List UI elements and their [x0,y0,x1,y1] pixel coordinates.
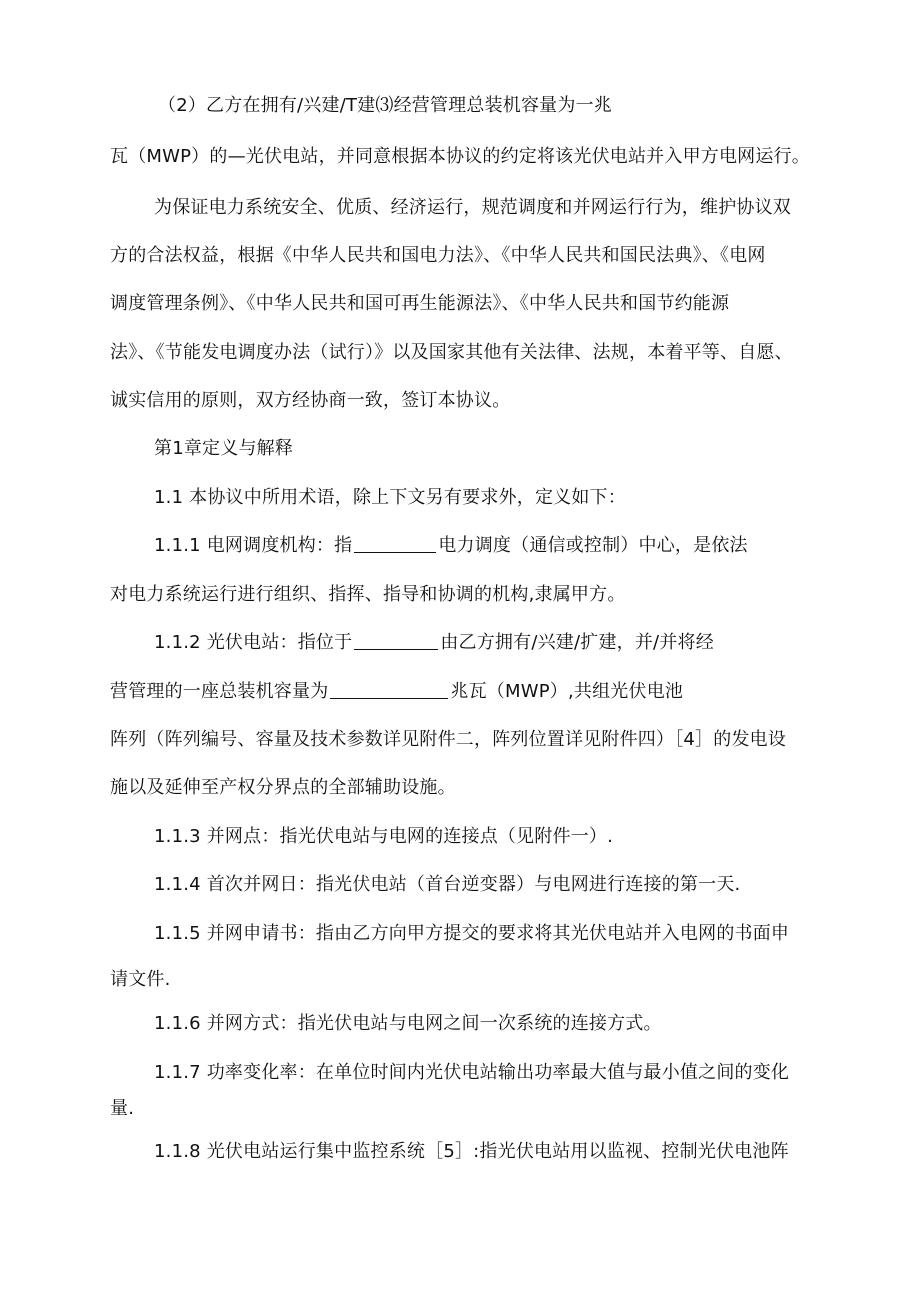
clause-1-1-5: 1.1.5 并网申请书：指由乙方向甲方提交的要求将其光伏电站并入电网的书面申 [154,923,790,944]
clause-1-1: 1.1 本协议中所用术语，除上下文另有要求外，定义如下： [154,487,626,508]
clause-1-1-2-line-2-end: 兆瓦（MWP）,共组光伏电池 [450,681,684,702]
clause-1-1-1-text-end: 电力调度（通信或控制）中心，是依法 [438,535,748,556]
paragraph-line-4: 方的合法权益，根据《中华人民共和国电力法》、《中华人民共和国民法典》、《电网 [110,245,766,266]
clause-1-1-1-text-start: 1.1.1 电网调度机构：指 [154,535,353,556]
fill-blank-capacity[interactable] [330,680,448,699]
fill-blank-location[interactable] [354,631,438,650]
fill-blank-dispatch-center[interactable] [354,534,436,553]
paragraph-line-1: （2）乙方在拥有/兴建/T建⑶经营管理总装机容量为一兆 [158,95,612,116]
clause-1-1-2-line-3: 阵列（阵列编号、容量及技术参数详见附件二，阵列位置详见附件四）［4］的发电设 [110,729,787,750]
clause-1-1-6: 1.1.6 并网方式：指光伏电站与电网之间一次系统的连接方式。 [154,1013,662,1034]
clause-1-1-1 [154,534,748,558]
paragraph-line-5: 调度管理条例》、《中华人民共和国可再生能源法》、《中华人民共和国节约能源 [110,293,730,314]
clause-1-1-2-text-start: 1.1.2 光伏电站：指位于 [154,632,353,653]
paragraph-line-3: 为保证电力系统安全、优质、经济运行，规范调度和并网运行行为，维护协议双 [154,197,791,218]
paragraph-line-2: 瓦（MWP）的—光伏电站，并同意根据本协议的约定将该光伏电站并入甲方电网运行。 [110,146,810,167]
paragraph-line-6: 法》、《节能发电调度办法（试行）》以及国家其他有关法律、法规，本着平等、自愿、 [110,342,793,363]
clause-1-1-2 [154,631,714,655]
clause-1-1-7-continued: 量. [110,1098,135,1119]
clause-1-1-8: 1.1.8 光伏电站运行集中监控系统［5］:指光伏电站用以监视、控制光伏电池阵 [154,1141,789,1162]
clause-1-1-4: 1.1.4 首次并网日：指光伏电站（首台逆变器）与电网进行连接的第一天. [154,874,741,895]
clause-1-1-2-text-end: 由乙方拥有/兴建/扩建，并/并将经 [440,632,714,653]
clause-1-1-1-continued: 对电力系统运行进行组织、指挥、指导和协调的机构,隶属甲方。 [110,584,626,605]
clause-1-1-3: 1.1.3 并网点：指光伏电站与电网的连接点（见附件一）. [154,826,614,847]
clause-1-1-5-continued: 请文件. [110,969,171,990]
paragraph-line-7: 诚实信用的原则，双方经协商一致，签订本协议。 [110,390,511,411]
clause-1-1-7: 1.1.7 功率变化率：在单位时间内光伏电站输出功率最大值与最小值之间的变化 [154,1062,790,1083]
clause-1-1-2-line-2-start: 营管理的一座总装机容量为 [110,681,329,702]
chapter-heading: 第1章定义与解释 [154,438,294,459]
clause-1-1-2-line-4: 施以及延伸至产权分界点的全部辅助设施。 [110,777,456,798]
clause-1-1-2-line-2 [110,680,683,704]
